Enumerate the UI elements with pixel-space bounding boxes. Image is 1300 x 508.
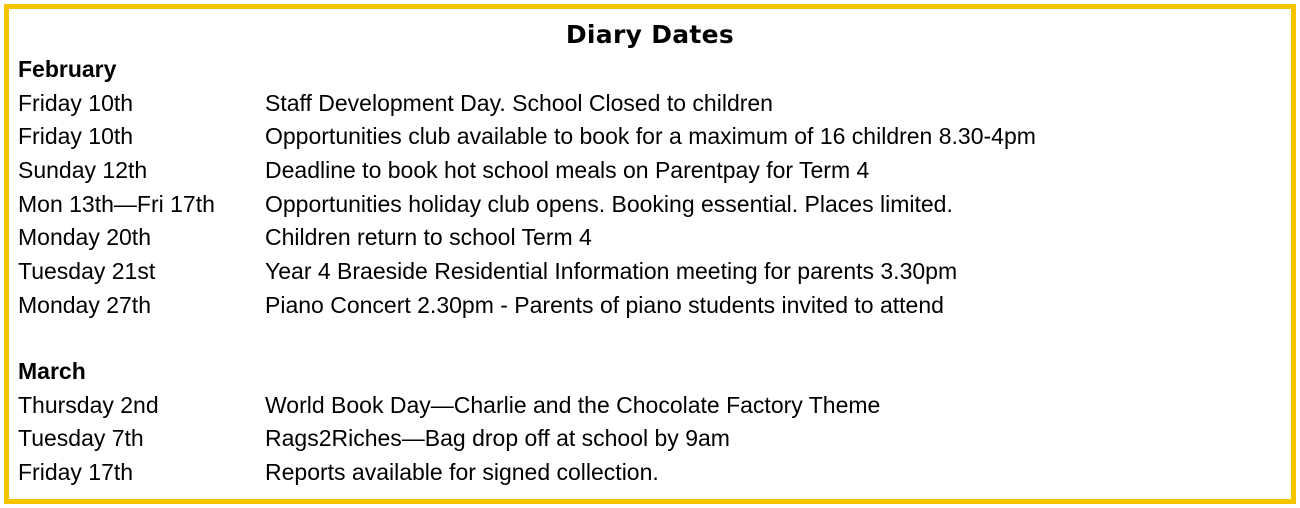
diary-entry — [18, 188, 1278, 222]
entry-date: Sunday 12th — [18, 157, 148, 184]
month-heading: March — [18, 358, 86, 384]
entry-event: Deadline to book hot school meals on Parentpay for Term 4 — [265, 157, 870, 184]
entry-event: Opportunities holiday club opens. Booking essential. Places limited. — [265, 190, 953, 217]
entry-event: Reports available for signed collection. — [265, 459, 659, 486]
diary-entry — [18, 456, 1278, 490]
month-section-march — [18, 355, 1278, 490]
diary-entry — [18, 87, 1278, 121]
diary-entry — [18, 255, 1278, 289]
entry-date: Friday 10th — [18, 89, 134, 116]
entry-date: Friday 17th — [18, 459, 134, 486]
entry-date: Tuesday 21st — [18, 258, 156, 285]
entry-event: Staff Development Day. School Closed to children — [265, 89, 773, 116]
entry-event: Year 4 Braeside Residential Information meeting for parents 3.30pm — [265, 258, 958, 285]
diary-entry — [18, 221, 1278, 255]
month-section-february — [18, 53, 1278, 323]
entry-date: Friday 10th — [18, 123, 134, 150]
diary-dates-panel — [4, 4, 1296, 504]
page-title: Diary Dates — [565, 20, 735, 49]
diary-entry — [18, 389, 1278, 423]
entry-date: Tuesday 7th — [18, 425, 144, 452]
diary-entry — [18, 289, 1278, 323]
entry-date: Monday 27th — [18, 291, 151, 318]
month-heading: February — [18, 56, 117, 82]
entry-event: Opportunities club available to book for a maximum of 16 children 8.30-4pm — [265, 123, 1036, 150]
diary-entry — [18, 422, 1278, 456]
entry-date: Mon 13th—Fri 17th — [18, 190, 215, 217]
entry-event: World Book Day—Charlie and the Chocolate Factory Theme — [265, 391, 881, 418]
entry-event: Rags2Riches—Bag drop off at school by 9am — [265, 425, 730, 452]
diary-entry — [18, 154, 1278, 188]
entry-event: Piano Concert 2.30pm - Parents of piano students invited to attend — [265, 291, 944, 318]
entry-date: Monday 20th — [18, 224, 151, 251]
entry-event: Children return to school Term 4 — [265, 224, 592, 251]
diary-entry — [18, 120, 1278, 154]
entry-date: Thursday 2nd — [18, 391, 159, 418]
